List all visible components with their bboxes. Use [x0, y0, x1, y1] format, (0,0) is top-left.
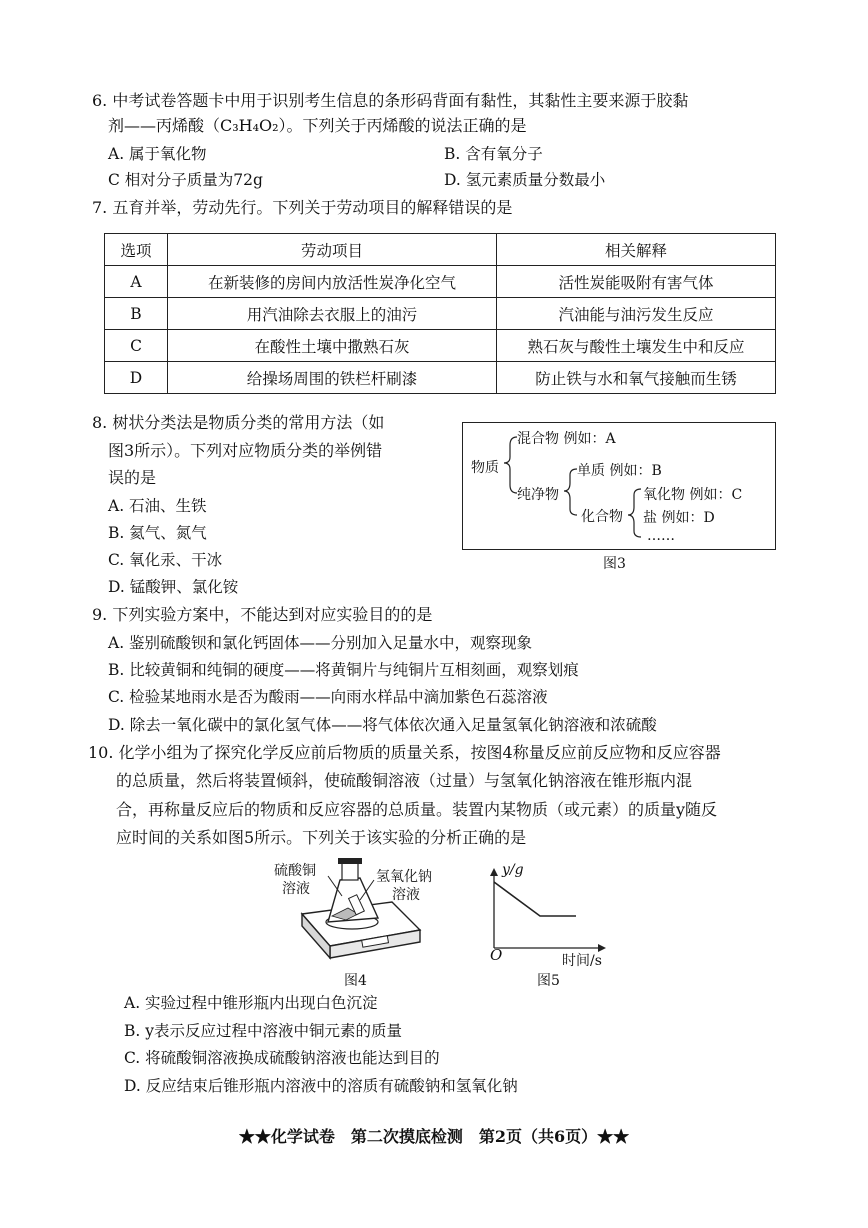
fig4-label-sodium-hydroxide-1: 氢氧化钠 — [376, 869, 432, 885]
q8-option-c: C. 氧化汞、干冰 — [108, 551, 223, 569]
table-cell: 在新装修的房间内放活性炭净化空气 — [168, 266, 497, 298]
q9-stem: 9. 下列实验方案中，不能达到对应实验目的的是 — [92, 605, 433, 624]
table-header-row — [105, 234, 776, 266]
q9-option-a: A. 鉴别硫酸钡和氯化钙固体——分别加入足量水中，观察现象 — [108, 634, 533, 652]
figure3-caption: 图3 — [603, 556, 626, 572]
fig4-label-copper-sulfate-1: 硫酸铜 — [274, 863, 316, 879]
table-cell: 汽油能与油污发生反应 — [497, 298, 776, 330]
q10-stem-line2: 的总质量，然后将装置倾斜，使硫酸铜溶液（过量）与氢氧化钠溶液在锥形瓶内混 — [116, 771, 693, 790]
tree-more: …… — [647, 528, 675, 544]
table-header: 选项 — [105, 234, 168, 266]
table-cell: A — [105, 266, 168, 298]
q7-table — [104, 233, 776, 394]
tree-compound: 化合物 — [581, 509, 623, 525]
fig4-label-sodium-hydroxide-2: 溶液 — [392, 887, 420, 903]
q6-option-a: A. 属于氧化物 — [108, 145, 207, 163]
q9-option-b: B. 比较黄铜和纯铜的硬度——将黄铜片与纯铜片互相刻画，观察划痕 — [108, 661, 579, 679]
table-cell: 活性炭能吸附有害气体 — [497, 266, 776, 298]
q9-option-c: C. 检验某地雨水是否为酸雨——向雨水样品中滴加紫色石蕊溶液 — [108, 688, 548, 706]
q9-option-d: D. 除去一氧化碳中的氯化氢气体——将气体依次通入足量氢氧化钠溶液和浓硫酸 — [108, 716, 657, 734]
q10-option-a: A. 实验过程中锥形瓶内出现白色沉淀 — [124, 994, 378, 1012]
q10-option-d: D. 反应结束后锥形瓶内溶液中的溶质有硫酸钠和氢氧化钠 — [124, 1077, 518, 1095]
q6-option-c: C 相对分子质量为72g — [108, 171, 263, 189]
q8-option-d: D. 锰酸钾、氯化铵 — [108, 578, 239, 596]
figure4-caption: 图4 — [344, 973, 367, 989]
tree-element: 单质 例如：B — [577, 463, 662, 479]
table-row — [105, 330, 776, 362]
q10-option-b: B. y表示反应过程中溶液中铜元素的质量 — [124, 1022, 403, 1040]
tree-pure: 纯净物 — [517, 487, 559, 503]
q10-stem-line1: 10. 化学小组为了探究化学反应前后物质的质量关系，按图4称量反应前反应物和反应容器 — [88, 743, 721, 762]
table-row — [105, 298, 776, 330]
q7-stem: 7. 五育并举，劳动先行。下列关于劳动项目的解释错误的是 — [92, 198, 513, 217]
table-row — [105, 266, 776, 298]
table-header: 劳动项目 — [168, 234, 497, 266]
page-footer: ★★化学试卷 第二次摸底检测 第2页（共6页）★★ — [238, 1127, 630, 1146]
q6-option-d: D. 氢元素质量分数最小 — [444, 171, 606, 189]
table-cell: 熟石灰与酸性土壤发生中和反应 — [497, 330, 776, 362]
q8-option-a: A. 石油、生铁 — [108, 497, 207, 515]
fig4-label-copper-sulfate-2: 溶液 — [282, 881, 310, 897]
tree-oxide: 氧化物 例如：C — [643, 487, 743, 503]
table-cell: C — [105, 330, 168, 362]
fig5-x-axis-label: 时间/s — [562, 953, 602, 969]
q10-stem-line3: 合，再称量反应后的物质和反应容器的总质量。装置内某物质（或元素）的质量y随反 — [116, 800, 718, 819]
q8-stem-line3: 误的是 — [108, 468, 157, 487]
q8-stem-line2: 图3所示）。下列对应物质分类的举例错 — [108, 441, 383, 460]
fig5-origin-label: O — [490, 946, 503, 964]
q6-stem-line2: 剂——丙烯酸（C₃H₄O₂）。下列关于丙烯酸的说法正确的是 — [108, 116, 527, 135]
table-cell: 用汽油除去衣服上的油污 — [168, 298, 497, 330]
q6-option-b: B. 含有氧分子 — [444, 145, 543, 163]
q10-option-c: C. 将硫酸铜溶液换成硫酸钠溶液也能达到目的 — [124, 1049, 440, 1067]
figure3-classification-tree — [462, 422, 776, 550]
q10-stem-line4: 应时间的关系如图5所示。下列关于该实验的分析正确的是 — [116, 828, 527, 847]
fig5-y-axis-label: y/g — [502, 862, 524, 878]
table-cell: 给操场周围的铁栏杆刷漆 — [168, 362, 497, 394]
table-header: 相关解释 — [497, 234, 776, 266]
table-cell: 在酸性土壤中撒熟石灰 — [168, 330, 497, 362]
tree-salt: 盐 例如：D — [643, 510, 715, 526]
tree-mixture: 混合物 例如：A — [517, 431, 616, 447]
q6-stem-line1: 6. 中考试卷答题卡中用于识别考生信息的条形码背面有黏性，其黏性主要来源于胶黏 — [92, 91, 689, 110]
table-row — [105, 362, 776, 394]
figure5-caption: 图5 — [537, 973, 560, 989]
tree-root: 物质 — [471, 460, 499, 476]
table-cell: B — [105, 298, 168, 330]
table-cell: D — [105, 362, 168, 394]
q8-stem-line1: 8. 树状分类法是物质分类的常用方法（如 — [92, 413, 385, 432]
table-cell: 防止铁与水和氧气接触而生锈 — [497, 362, 776, 394]
q8-option-b: B. 氦气、氮气 — [108, 524, 207, 542]
